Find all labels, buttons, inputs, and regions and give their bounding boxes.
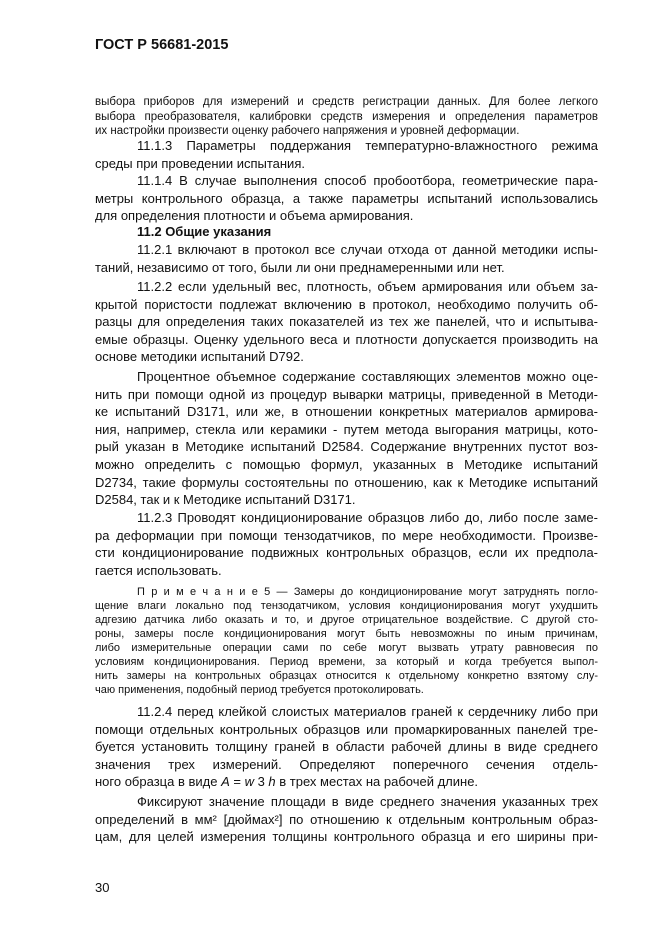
paragraph-line: рый указан в Методике испытаний D2584. Содержание внутренних пустот воз- bbox=[95, 439, 598, 455]
paragraph-line: цам, для целей измерения толщины контрольного образца и его ширины при- bbox=[95, 829, 598, 845]
intro-paragraph bbox=[95, 95, 598, 139]
note-line: роны, замеры после кондиционирования могут быть невозможны по иным причинам, bbox=[95, 628, 598, 640]
paragraph-line: 11.2.2 если удельный вес, плотность, объем армирования или объем за- bbox=[137, 279, 598, 294]
paragraph-line: сти кондиционирование подвижных контрольных образцов, если их предпола- bbox=[95, 545, 598, 561]
paragraph-line: D2734, такие формулы состоятельны по отношению, как к Методике испытаний bbox=[95, 474, 598, 490]
paragraph-line: таний, независимо от того, были ли они преднамеренными или нет. bbox=[95, 259, 505, 275]
paragraph-11-1-4 bbox=[95, 172, 598, 225]
page-number: 30 bbox=[95, 880, 110, 895]
note-line: П р и м е ч а н и е 5 — Замеры до кондиционирование могут затруднять погло- bbox=[137, 586, 598, 598]
formula-text-after: в трех местах на рабочей длине. bbox=[275, 774, 479, 790]
paragraph-line: гается использовать. bbox=[95, 562, 222, 578]
note-line: чаю применения, подобный период требуется протоколировать. bbox=[95, 684, 424, 696]
paragraph-11-2-3 bbox=[95, 509, 598, 579]
paragraph-volume-content bbox=[95, 368, 598, 509]
section-11-2 bbox=[95, 223, 598, 241]
formula-variable-w: w bbox=[244, 774, 254, 790]
formula-line bbox=[95, 773, 598, 791]
formula-text-before: ного образца в виде bbox=[95, 774, 222, 790]
paragraph-11-2-4 bbox=[95, 703, 598, 791]
note-line: адгезию датчика либо оказать и то, и другое отрицательное воздействие. С другой сто- bbox=[95, 614, 598, 626]
paragraph-line: 11.1.4 В случае выполнения способ пробоотбора, геометрические пара- bbox=[137, 173, 598, 188]
paragraph-line: метры контрольного образца, а также параметры испытаний использовались bbox=[95, 190, 598, 206]
intro-line: их настройки произвести оценку рабочего напряжения и уровней деформации. bbox=[95, 125, 520, 137]
paragraph-line: емые образцы. Оценку удельного веса и плотности допускается производить на bbox=[95, 331, 598, 347]
formula-operator-multiply: 3 bbox=[253, 774, 269, 790]
note-line: нить замеры на контрольных образцах относится к отдельному конкретно взятому слу- bbox=[95, 670, 598, 682]
note-line: либо измерительные операции сами по себе могут вызвать утрату равновесия по bbox=[95, 642, 598, 654]
paragraph-11-1-3 bbox=[95, 137, 598, 172]
paragraph-line: среды при проведении испытания. bbox=[95, 155, 305, 171]
paragraph-line: разцы для определения таких показателей из тех же панелей, что и испытыва- bbox=[95, 314, 598, 330]
paragraph-line: Процентное объемное содержание составляющих элементов можно оце- bbox=[137, 369, 598, 384]
paragraph-11-2-2 bbox=[95, 278, 598, 366]
paragraph-line: 11.2.1 включают в протокол все случаи отхода от данной методики испы- bbox=[137, 242, 598, 257]
paragraph-line: ра деформации при помощи тензодатчиков, по мере необходимости. Произве- bbox=[95, 527, 598, 543]
paragraph-line: буется установить толщину граней в области рабочей длины в виде среднего bbox=[95, 739, 598, 755]
paragraph-11-2-1 bbox=[95, 241, 598, 276]
paragraph-line: ния, например, стекла или керамики - путем метода выгорания матрицы, кото- bbox=[95, 421, 598, 437]
paragraph-line: Фиксируют значение площади в виде среднего значения указанных трех bbox=[137, 794, 598, 809]
formula-variable-h: h bbox=[268, 774, 276, 790]
paragraph-line: 11.2.3 Проводят кондиционирование образцов либо до, либо после заме- bbox=[137, 510, 598, 525]
note-5 bbox=[95, 585, 598, 697]
note-line: щение влаги локально под тензодатчиком, условия кондиционирования могут ухудшить bbox=[95, 600, 598, 612]
paragraph-line: 11.1.3 Параметры поддержания температурно-влажностного режима bbox=[137, 138, 598, 153]
paragraph-line: нить при помощи одной из процедур выварки матрицы, приведенной в Методи- bbox=[95, 386, 598, 402]
formula-variable-a: A bbox=[221, 774, 230, 790]
note-line: условиям кондиционирования. Период времени, за который и когда требуется выпол- bbox=[95, 656, 598, 668]
paragraph-line: D2584, так и к Методике испытаний D3171. bbox=[95, 492, 356, 508]
formula-operator-equals: = bbox=[229, 774, 245, 790]
paragraph-line: для определения плотности и объема армирования. bbox=[95, 208, 414, 224]
paragraph-line: крытой пористости подлежат включению в протокол, необходимо получить об- bbox=[95, 296, 598, 312]
intro-line: выбора приборов для измерений и средств регистрации данных. Для более легкого bbox=[95, 96, 598, 108]
paragraph-line: помощи отдельных контрольных образцов или промаркированных панелей тре- bbox=[95, 721, 598, 737]
paragraph-area bbox=[95, 793, 598, 846]
doc-code-header: ГОСТ Р 56681-2015 bbox=[95, 37, 229, 53]
paragraph-line: можно определить с помощью формул, указанных в Методике испытаний bbox=[95, 456, 598, 472]
paragraph-line: 11.2.4 перед клейкой слоистых материалов граней к сердечнику либо при bbox=[137, 704, 598, 719]
paragraph-line: определений в мм² [дюймах²] по отношению к отдельным контрольным образ- bbox=[95, 811, 598, 827]
section-heading-11-2: 11.2 Общие указания bbox=[137, 224, 272, 239]
intro-line: выбора преобразователя, калибровки средств измерения и определения параметров bbox=[95, 110, 598, 123]
paragraph-line: значения трех измерений. Определяют поперечного сечения отдель- bbox=[95, 756, 598, 772]
paragraph-line: основе методики испытаний D792. bbox=[95, 349, 304, 365]
paragraph-line: ке испытаний D3171, или же, в отношении конкретных материалов армирова- bbox=[95, 404, 598, 420]
